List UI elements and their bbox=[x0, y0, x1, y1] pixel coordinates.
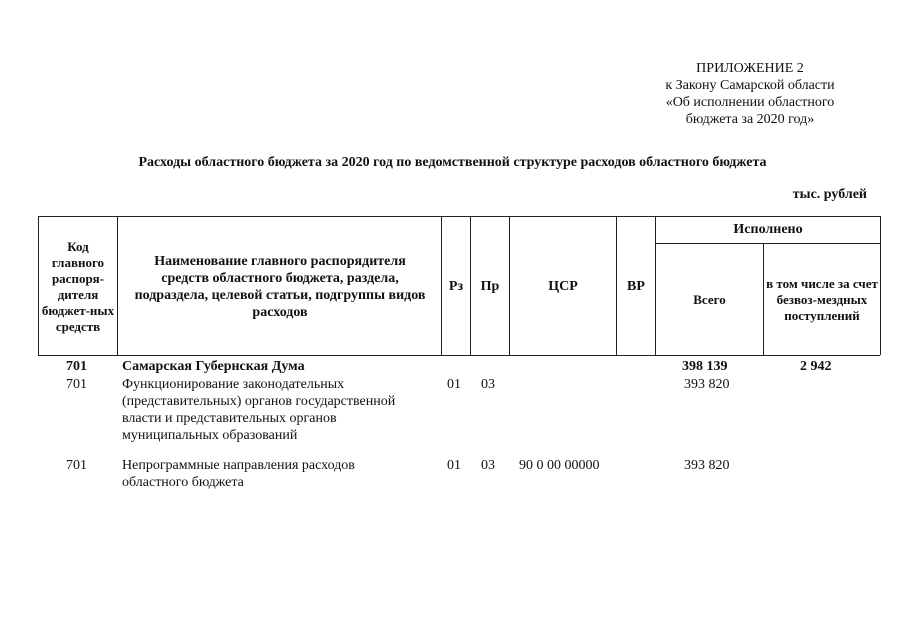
table-border bbox=[38, 216, 39, 355]
row-rz: 01 bbox=[447, 458, 461, 473]
row-total: 393 820 bbox=[684, 377, 730, 392]
header-csr: ЦСР bbox=[548, 278, 578, 294]
appendix-line: бюджета за 2020 год» bbox=[685, 112, 815, 127]
row-rz: 01 bbox=[447, 377, 461, 392]
header-executed: Исполнено bbox=[733, 222, 803, 237]
appendix-block bbox=[600, 60, 900, 128]
appendix-line: к Закону Самарской области bbox=[665, 78, 835, 93]
row-gratuitous: 2 942 bbox=[800, 359, 832, 374]
row-pr: 03 bbox=[481, 377, 495, 392]
header-gratuitous: в том числе за счет безвоз-мездных поступлений bbox=[766, 276, 878, 323]
row-total: 393 820 bbox=[684, 458, 730, 473]
header-vr: ВР bbox=[627, 278, 645, 294]
table-border bbox=[763, 243, 764, 355]
header-pr: Пр bbox=[480, 278, 500, 294]
row-code: 701 bbox=[66, 377, 87, 392]
row-name: Функционирование законодательных (представительных) органов государственной власти и представительных органов муниципальных образований bbox=[122, 377, 396, 443]
header-code: Код главного распоря-дителя бюджет-ных средств bbox=[41, 238, 115, 334]
appendix-line: «Об исполнении областного bbox=[665, 95, 835, 110]
table-border bbox=[38, 355, 880, 356]
row-csr: 90 0 00 00000 bbox=[519, 458, 600, 473]
row-name: Самарская Губернская Дума bbox=[122, 359, 305, 374]
header-rz: Рз bbox=[448, 278, 464, 294]
row-total: 398 139 bbox=[682, 359, 728, 374]
table-border bbox=[880, 216, 881, 355]
row-code: 701 bbox=[66, 359, 87, 374]
table-border bbox=[655, 243, 880, 244]
row-name: Непрограммные направления расходов областного бюджета bbox=[122, 458, 355, 490]
appendix-line: ПРИЛОЖЕНИЕ 2 bbox=[696, 61, 804, 76]
table-border bbox=[117, 216, 118, 355]
row-pr: 03 bbox=[481, 458, 495, 473]
row-code: 701 bbox=[66, 458, 87, 473]
header-total: Всего bbox=[693, 292, 726, 307]
header-name: Наименование главного распорядителя средств областного бюджета, раздела, подраздела, целевой статьи, подгруппы видов расходов bbox=[134, 253, 426, 320]
units-label: тыс. рублей bbox=[792, 187, 867, 202]
document-title: Расходы областного бюджета за 2020 год по ведомственной структуре расходов областного бюджета bbox=[138, 155, 767, 170]
